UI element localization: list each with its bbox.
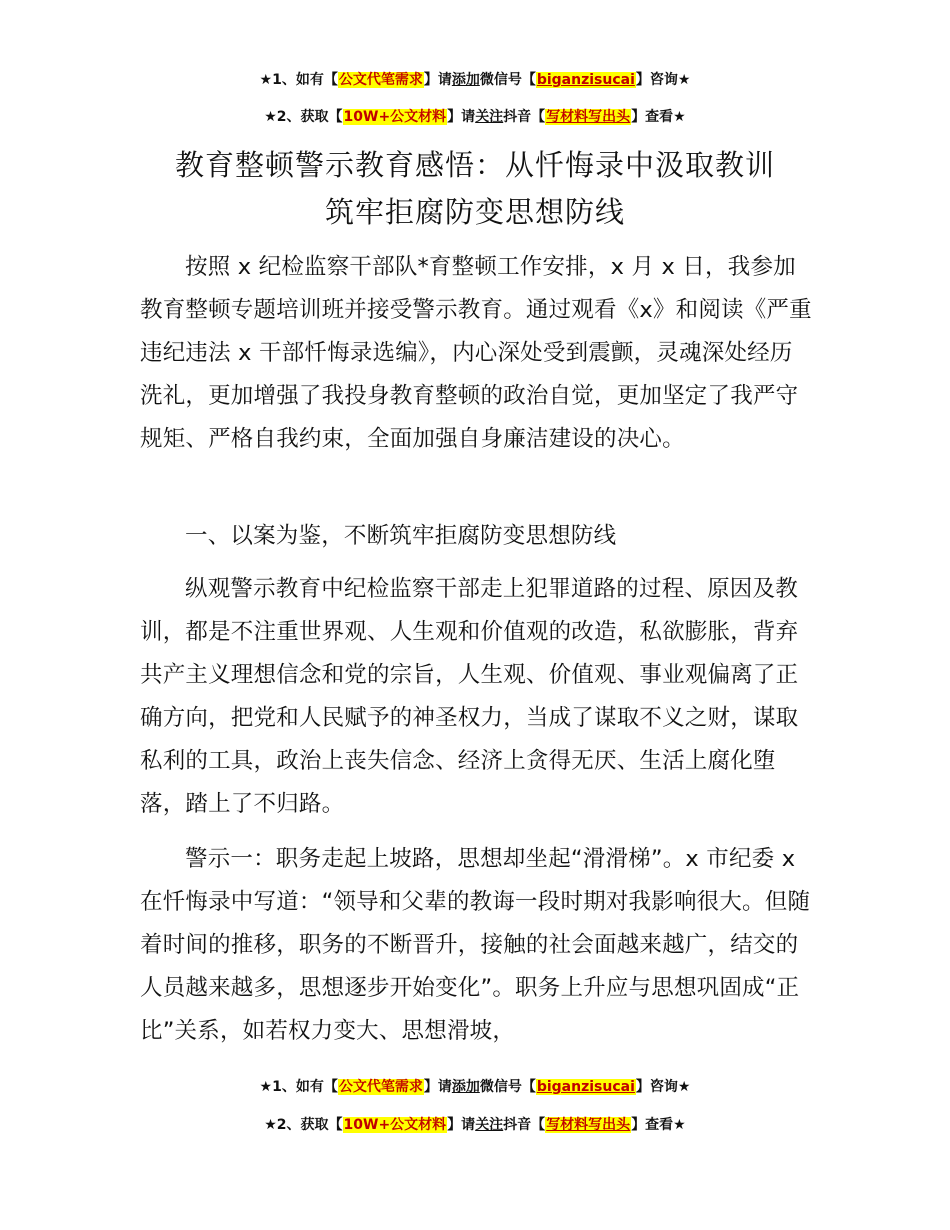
- banner-text: 抖音【: [503, 1117, 546, 1133]
- banner-suffix: 】咨询★: [635, 72, 691, 88]
- banner-text: 微信号【: [479, 72, 536, 88]
- banner-douyin-id: 写材料写出头: [546, 1117, 631, 1133]
- banner-highlight: 10W+公文材料: [343, 1117, 447, 1133]
- document-title-line-1: 教育整顿警示教育感悟：从忏悔录中汲取教训: [174, 148, 775, 182]
- banner-underlined-text: 关注: [475, 109, 504, 125]
- banner-prefix: ★2、获取【: [264, 109, 343, 125]
- paragraph-overview: 纵观警示教育中纪检监察干部走上犯罪道路的过程、原因及教训，都是不注重世界观、人生观和价值观的改造，私欲膨胀，背弃共产主义理想信念和党的宗旨，人生观、价值观、事业观偏离了正确方向，把党和人民赋予的神圣权力，当成了谋取不义之财，谋取私利的工具，政治上丧失信念、经济上贪得无厌、生活上腐化堕落，踏上了不归路。: [140, 576, 799, 817]
- banner-prefix: ★2、获取【: [264, 1117, 343, 1133]
- top-banner-line-2: [0, 107, 950, 127]
- banner-text: 】请: [447, 109, 476, 125]
- section-heading-1: 一、以案为鉴，不断筑牢拒腐防变思想防线: [185, 523, 617, 549]
- banner-prefix: ★1、如有【: [259, 1079, 338, 1095]
- banner-highlight: 10W+公文材料: [343, 109, 447, 125]
- banner-suffix: 】咨询★: [635, 1079, 691, 1095]
- banner-prefix: ★1、如有【: [259, 72, 338, 88]
- banner-text: 】请: [423, 72, 452, 88]
- banner-underlined-text: 添加: [451, 72, 480, 88]
- banner-wechat-id: biganzisucai: [536, 1079, 635, 1095]
- bottom-banner-line-1: [0, 1077, 950, 1097]
- banner-text: 】请: [423, 1079, 452, 1095]
- banner-text: 抖音【: [503, 109, 546, 125]
- banner-underlined-text: 关注: [475, 1117, 504, 1133]
- bottom-banner-line-2: [0, 1115, 950, 1135]
- banner-douyin-id: 写材料写出头: [546, 109, 631, 125]
- document-title-line-2: 筑牢拒腐防变思想防线: [324, 195, 625, 229]
- banner-suffix: 】查看★: [631, 109, 686, 125]
- banner-text: 】请: [447, 1117, 476, 1133]
- paragraph-warning-one: 警示一：职务走起上坡路，思想却坐起“滑滑梯”。x 市纪委 x 在忏悔录中写道：“领导和父辈的教诲一段时期对我影响很大。但随着时间的推移，职务的不断晋升，接触的社会面越来越广，结交的人员越来越多，思想逐步开始变化”。职务上升应与思想巩固成“正比”关系，如若权力变大、思想滑坡，: [140, 846, 811, 1044]
- paragraph-intro: 按照 x 纪检监察干部队*育整顿工作安排，x 月 x 日，我参加教育整顿专题培训班并接受警示教育。通过观看《x》和阅读《严重违纪违法 x 干部忏悔录选编》，内心深处受到震颤，灵魂深处经历洗礼，更加增强了我投身教育整顿的政治自觉，更加坚定了我严守规矩、严格自我约束，全面加强自身廉洁建设的决心。: [140, 254, 812, 452]
- top-banner-line-1: [0, 70, 950, 90]
- banner-highlight: 公文代笔需求: [338, 1079, 423, 1095]
- banner-underlined-text: 添加: [451, 1079, 480, 1095]
- banner-suffix: 】查看★: [631, 1117, 686, 1133]
- banner-text: 微信号【: [479, 1079, 536, 1095]
- banner-wechat-id: biganzisucai: [536, 72, 635, 88]
- banner-highlight: 公文代笔需求: [338, 72, 423, 88]
